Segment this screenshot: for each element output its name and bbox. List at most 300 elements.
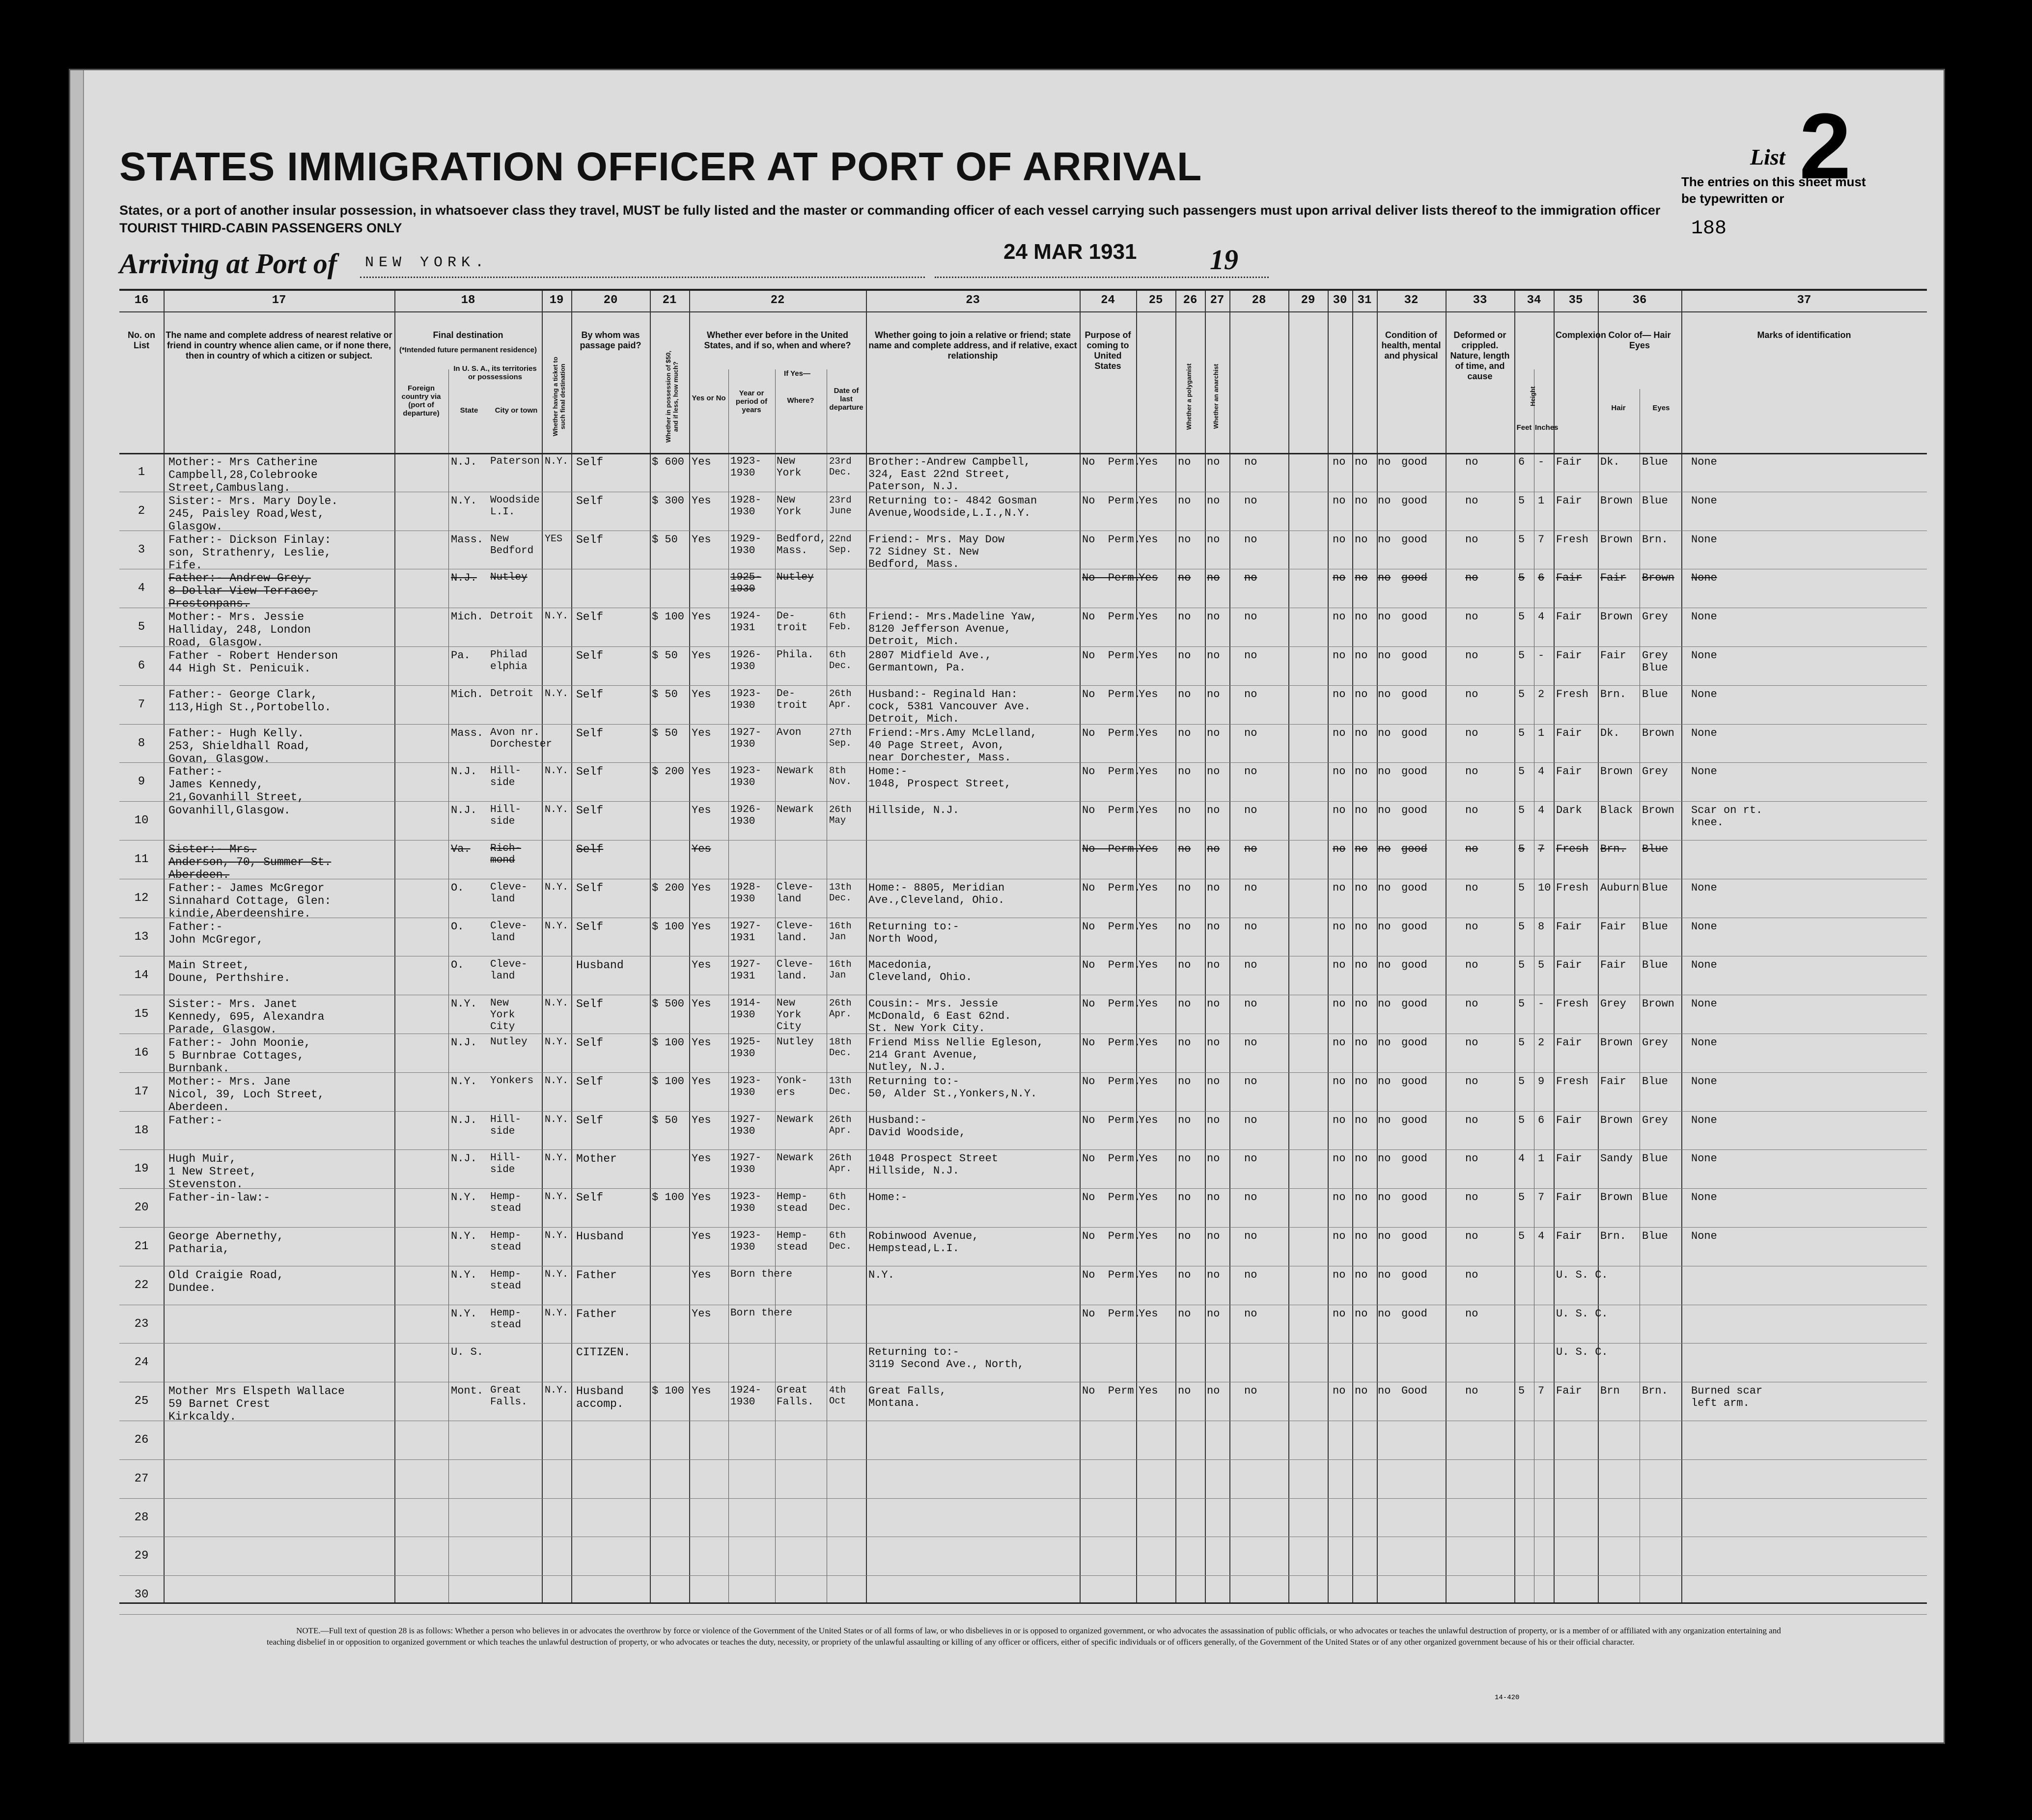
height-feet: 5 <box>1518 998 1525 1010</box>
destination-city: New York City <box>490 998 515 1033</box>
column-heading-36: Color of— Hair Eyes <box>1608 330 1671 350</box>
previously-in-us: Yes <box>692 1036 711 1049</box>
column-30-value: no <box>1355 494 1368 507</box>
anarchist-value: no <box>1207 1152 1220 1165</box>
column-29-value: no <box>1333 920 1346 933</box>
period-of-years: 1927- 1930 <box>730 1114 762 1137</box>
row-number: 1 <box>138 466 145 479</box>
eye-color: Blue <box>1642 688 1668 700</box>
column-divider <box>1205 291 1206 1602</box>
column-divider <box>1288 291 1289 1602</box>
previously-in-us: Yes <box>692 727 711 739</box>
previously-in-us: Yes <box>692 804 711 817</box>
polygamist-value: no <box>1178 1036 1191 1049</box>
subcolumn-divider <box>448 369 449 1602</box>
height-feet: 5 <box>1518 572 1525 585</box>
passage-paid-by: Self <box>576 765 604 779</box>
column-29-value: no <box>1333 533 1346 546</box>
deformed-crippled: no <box>1465 998 1478 1010</box>
health-condition: good <box>1401 727 1427 739</box>
marks-of-identification: None <box>1691 1075 1717 1088</box>
column-31-value: no <box>1378 1036 1391 1049</box>
health-condition: good <box>1401 1230 1427 1242</box>
column-28-value: no <box>1244 533 1257 546</box>
column-number-36: 36 <box>1632 294 1647 307</box>
row-number: 20 <box>134 1201 149 1215</box>
destination-city: Cleve- land <box>490 920 528 944</box>
previous-where: De- troit <box>777 688 808 711</box>
column-25-value: Yes <box>1139 688 1158 700</box>
column-divider <box>689 291 690 1602</box>
deformed-crippled: no <box>1465 843 1478 855</box>
health-condition: good <box>1401 494 1427 507</box>
joining-relative-friend: Returning to:- 4842 Gosman Avenue,Woodside,L.I.,N.Y. <box>868 494 1037 519</box>
date-last-departure: 4th Oct <box>829 1385 846 1407</box>
height-inches: - <box>1538 456 1545 468</box>
relative-address: Mother Mrs Elspeth Wallace 59 Barnet Crest Kirkcaldy. <box>168 1385 345 1424</box>
eye-color: Grey <box>1642 611 1668 623</box>
complexion: Fair <box>1556 572 1582 585</box>
money-in-possession: $ 100 <box>652 1075 685 1088</box>
joining-relative-friend: Returning to:- 3119 Second Ave., North, <box>868 1346 1024 1371</box>
money-in-possession: $ 50 <box>652 1114 678 1126</box>
subhead-in-usa: In U. S. A., its territories or possessions <box>453 364 537 381</box>
column-divider <box>1377 291 1378 1602</box>
entries-note <box>1681 173 1927 207</box>
date-last-departure: 16th Jan <box>829 920 852 942</box>
health-condition: good <box>1401 765 1427 778</box>
column-divider <box>1514 291 1515 1602</box>
column-28-value: no <box>1244 611 1257 623</box>
ticket-to-destination: N.Y. <box>545 1307 569 1319</box>
row-number: 3 <box>138 543 145 557</box>
complexion: Fair <box>1556 611 1582 623</box>
complexion: Fair <box>1556 1230 1582 1242</box>
row-number: 15 <box>134 1008 149 1021</box>
health-condition: good <box>1401 649 1427 662</box>
period-of-years: 1927- 1930 <box>730 1152 762 1176</box>
polygamist-value: no <box>1178 998 1191 1010</box>
purpose-of-coming: No Perm. <box>1082 920 1141 933</box>
column-25-value: Yes <box>1139 572 1158 585</box>
period-of-years: 1923- 1930 <box>730 765 762 789</box>
destination-state: U. S. <box>451 1346 484 1359</box>
column-28-value: no <box>1244 649 1257 662</box>
column-29-value: no <box>1333 1114 1346 1126</box>
column-28-value: no <box>1244 727 1257 739</box>
height-inches: 6 <box>1538 1114 1545 1126</box>
column-31-value: no <box>1378 1152 1391 1165</box>
column-number-26: 26 <box>1183 294 1197 307</box>
marks-of-identification: Burned scar left arm. <box>1691 1385 1763 1410</box>
previous-where: Nutley <box>777 572 814 584</box>
column-31-value: no <box>1378 959 1391 972</box>
deformed-crippled: no <box>1465 1307 1478 1320</box>
column-30-value: no <box>1355 881 1368 894</box>
money-in-possession: $ 100 <box>652 1385 685 1398</box>
row-number: 7 <box>138 698 145 711</box>
column-29-value: no <box>1333 611 1346 623</box>
deformed-crippled: no <box>1465 572 1478 585</box>
column-28-value: no <box>1244 572 1257 585</box>
money-in-possession: $ 100 <box>652 611 685 623</box>
health-condition: good <box>1401 1152 1427 1165</box>
hair-color: Brown <box>1600 611 1633 623</box>
marks-of-identification: None <box>1691 611 1717 623</box>
row-divider <box>119 1227 1927 1228</box>
column-31-value: no <box>1378 998 1391 1010</box>
previous-where: Newark <box>777 804 814 816</box>
complexion: Fair <box>1556 1152 1582 1165</box>
previous-where: Newark <box>777 1114 814 1125</box>
height-inches: 7 <box>1538 1385 1545 1398</box>
column-heading-19: Whether having a ticket to such final destination <box>552 357 566 436</box>
height-inches: 8 <box>1538 920 1545 933</box>
column-28-value: no <box>1244 1268 1257 1281</box>
subhead-feet: Feet <box>1516 423 1532 432</box>
height-inches: 2 <box>1538 1036 1545 1049</box>
column-number-23: 23 <box>966 294 980 307</box>
joining-relative-friend: Returning to:- 50, Alder St.,Yonkers,N.Y. <box>868 1075 1037 1100</box>
column-29-value: no <box>1333 843 1346 855</box>
polygamist-value: no <box>1178 1385 1191 1398</box>
previously-in-us: Yes <box>692 843 711 855</box>
column-29-value: no <box>1333 727 1346 739</box>
hair-color: Grey <box>1600 998 1626 1010</box>
purpose-of-coming: No Perm. <box>1082 804 1141 817</box>
column-heading-35: Complexion <box>1556 330 1607 340</box>
deformed-crippled: no <box>1465 456 1478 468</box>
column-28-value: no <box>1244 1191 1257 1204</box>
purpose-of-coming: No Perm. <box>1082 1036 1141 1049</box>
destination-state: Mass. <box>451 727 484 739</box>
eye-color: Grey Blue <box>1642 649 1668 674</box>
column-28-value: no <box>1244 804 1257 817</box>
height-feet: 5 <box>1518 1114 1525 1126</box>
complexion: Fresh <box>1556 843 1589 855</box>
column-heading-23: Whether going to join a relative or friend; state name and complete address, and if relative, exact relationship <box>868 330 1077 361</box>
row-number: 14 <box>134 969 149 982</box>
passage-paid-by: Self <box>576 727 604 740</box>
passage-paid-by: Father <box>576 1307 617 1320</box>
period-of-years: 1927- 1931 <box>730 959 762 982</box>
column-28-value: no <box>1244 1114 1257 1126</box>
destination-state: N.J. <box>451 804 477 817</box>
previous-where: New York City <box>777 998 802 1033</box>
eye-color: Blue <box>1642 1230 1668 1242</box>
column-30-value: no <box>1355 456 1368 468</box>
column-divider <box>1352 291 1353 1602</box>
eye-color: Blue <box>1642 843 1668 855</box>
page-title: STATES IMMIGRATION OFFICER AT PORT OF ARRIVAL <box>119 144 1202 189</box>
destination-state: N.J. <box>451 1114 477 1126</box>
destination-state: N.Y. <box>451 1307 477 1320</box>
column-number-35: 35 <box>1568 294 1583 307</box>
destination-city: Avon nr. Dorchester <box>490 727 553 750</box>
ticket-to-destination: N.Y. <box>545 1385 569 1397</box>
marks-of-identification: None <box>1691 998 1717 1010</box>
relative-address: Govanhill,Glasgow. <box>168 804 291 817</box>
relative-address: Hugh Muir, 1 New Street, Stevenston. <box>168 1152 257 1191</box>
column-30-value: no <box>1355 1230 1368 1242</box>
anarchist-value: no <box>1207 572 1220 585</box>
eye-color: Grey <box>1642 1114 1668 1126</box>
previously-in-us: Yes <box>692 998 711 1010</box>
column-heading-34: Height <box>1529 386 1536 407</box>
purpose-of-coming: No Perm. <box>1082 688 1141 700</box>
purpose-of-coming: No Perm. <box>1082 533 1141 546</box>
height-inches: - <box>1538 649 1545 662</box>
previous-where: Phila. <box>777 649 814 661</box>
marks-of-identification: None <box>1691 688 1717 700</box>
hair-color: Brown <box>1600 1114 1633 1126</box>
column-number-31: 31 <box>1357 294 1372 307</box>
hair-color: Brown <box>1600 1191 1633 1204</box>
money-in-possession: $ 500 <box>652 998 685 1010</box>
destination-state: N.Y. <box>451 1230 477 1242</box>
complexion: Fair <box>1556 649 1582 662</box>
column-29-value: no <box>1333 688 1346 700</box>
column-28-value: no <box>1244 1152 1257 1165</box>
height-feet: 5 <box>1518 494 1525 507</box>
column-25-value: Yes <box>1139 1268 1158 1281</box>
passage-paid-by: Self <box>576 533 604 546</box>
column-number-19: 19 <box>549 294 564 307</box>
column-divider <box>1446 291 1447 1602</box>
deformed-crippled: no <box>1465 1230 1478 1242</box>
marks-of-identification: None <box>1691 1230 1717 1242</box>
port-label: Arriving at Port of <box>119 248 337 280</box>
row-number: 4 <box>138 582 145 595</box>
deformed-crippled: no <box>1465 1114 1478 1126</box>
column-31-value: no <box>1378 765 1391 778</box>
column-30-value: no <box>1355 1191 1368 1204</box>
hair-color: Brown <box>1600 1036 1633 1049</box>
health-condition: good <box>1401 1191 1427 1204</box>
instruction-line: States, or a port of another insular possession, in whatsoever class they travel, MUST be fully listed and the master or commanding officer of each vessel carrying such passengers must upon arrival deliver lists thereof to the immigration officer <box>119 203 1661 218</box>
joining-relative-friend: Cousin:- Mrs. Jessie McDonald, 6 East 62nd. St. New York City. <box>868 998 1011 1035</box>
header-separator <box>119 453 1927 454</box>
height-feet: 5 <box>1518 1230 1525 1242</box>
row-number: 18 <box>134 1123 149 1137</box>
complexion: U. S. C. <box>1556 1268 1608 1281</box>
column-29-value: no <box>1333 456 1346 468</box>
hair-color: Dk. <box>1600 456 1620 468</box>
relative-address: Father:- George Clark, 113,High St.,Portobello. <box>168 688 332 714</box>
column-28-value: no <box>1244 688 1257 700</box>
relative-address: Sister:- Mrs. Mary Doyle. 245, Paisley Road,West, Glasgow. <box>168 494 338 533</box>
purpose-of-coming: No Perm. <box>1082 611 1141 623</box>
destination-state: O. <box>451 920 464 933</box>
anarchist-value: no <box>1207 998 1220 1010</box>
anarchist-value: no <box>1207 1385 1220 1398</box>
height-inches: 1 <box>1538 494 1545 507</box>
date-last-departure: 26th Apr. <box>829 998 852 1020</box>
ticket-to-destination: N.Y. <box>545 1152 569 1164</box>
previous-where: De- troit <box>777 611 808 634</box>
column-30-value: no <box>1355 688 1368 700</box>
column-29-value: no <box>1333 649 1346 662</box>
period-of-years: 1923- 1930 <box>730 688 762 711</box>
complexion: Fresh <box>1556 881 1589 894</box>
column-divider <box>164 291 165 1602</box>
relative-address: Sister:- Mrs. Janet Kennedy, 695, Alexandra Parade, Glasgow. <box>168 998 325 1036</box>
polygamist-value: no <box>1178 688 1191 700</box>
subhead-where: Where? <box>787 396 814 405</box>
column-30-value: no <box>1355 804 1368 817</box>
date-last-departure: 26th Apr. <box>829 1114 852 1136</box>
row-number: 2 <box>138 504 145 518</box>
relative-address: Sister:- Mrs. Anderson, 70, Summer St. Aberdeen. <box>168 843 332 881</box>
row-divider <box>119 685 1927 686</box>
column-25-value: Yes <box>1139 649 1158 662</box>
complexion: U. S. C. <box>1556 1346 1608 1359</box>
ticket-to-destination: N.Y. <box>545 998 569 1009</box>
period-of-years: 1914- 1930 <box>730 998 762 1021</box>
deformed-crippled: no <box>1465 533 1478 546</box>
period-of-years: 1924- 1930 <box>730 1385 762 1408</box>
column-29-value: no <box>1333 998 1346 1010</box>
hair-color: Black <box>1600 804 1633 817</box>
marks-of-identification: None <box>1691 533 1717 546</box>
complexion: Fair <box>1556 1191 1582 1204</box>
passage-paid-by: Self <box>576 688 604 701</box>
manifest-table <box>119 289 1927 1604</box>
health-condition: good <box>1401 456 1427 468</box>
deformed-crippled: no <box>1465 804 1478 817</box>
destination-city: Detroit <box>490 688 534 700</box>
eye-color: Blue <box>1642 494 1668 507</box>
height-inches: 4 <box>1538 1230 1545 1242</box>
joining-relative-friend: Hillside, N.J. <box>868 804 959 817</box>
column-29-value: no <box>1333 1191 1346 1204</box>
form-number: 14-420 <box>1495 1694 1520 1702</box>
polygamist-value: no <box>1178 727 1191 739</box>
polygamist-value: no <box>1178 649 1191 662</box>
column-30-value: no <box>1355 1075 1368 1088</box>
column-divider <box>1328 291 1329 1602</box>
column-29-value: no <box>1333 1268 1346 1281</box>
joining-relative-friend: Macedonia, Cleveland, Ohio. <box>868 959 973 984</box>
destination-city: New Bedford <box>490 533 534 557</box>
previous-where: New York <box>777 494 802 518</box>
column-number-37: 37 <box>1797 294 1811 307</box>
column-heading-37: Marks of identification <box>1757 330 1851 340</box>
height-feet: 5 <box>1518 1191 1525 1204</box>
complexion: Fresh <box>1556 1075 1589 1088</box>
previously-in-us: Yes <box>692 649 711 662</box>
deformed-crippled: no <box>1465 611 1478 623</box>
hair-color: Dk. <box>1600 727 1620 739</box>
column-heading-18: Final destination <box>433 330 503 340</box>
ticket-to-destination: N.Y. <box>545 881 569 893</box>
column-divider <box>1080 291 1081 1602</box>
relative-address: George Abernethy, Patharia, <box>168 1230 284 1256</box>
column-number-30: 30 <box>1333 294 1347 307</box>
money-in-possession: $ 300 <box>652 494 685 507</box>
money-in-possession: $ 100 <box>652 920 685 933</box>
column-29-value: no <box>1333 1152 1346 1165</box>
previous-where: Newark <box>777 1152 814 1164</box>
eye-color: Brn. <box>1642 1385 1668 1398</box>
passage-paid-by: Husband <box>576 1230 624 1243</box>
date-last-departure: 18th Dec. <box>829 1036 852 1058</box>
column-number-17: 17 <box>272 294 286 307</box>
column-number-22: 22 <box>770 294 785 307</box>
anarchist-value: no <box>1207 494 1220 507</box>
deformed-crippled: no <box>1465 649 1478 662</box>
row-number: 28 <box>134 1511 149 1524</box>
destination-city: Hemp- stead <box>490 1230 522 1253</box>
column-29-value: no <box>1333 572 1346 585</box>
relative-address: Father-in-law:- <box>168 1191 271 1204</box>
row-number: 10 <box>134 814 149 828</box>
complexion: Fair <box>1556 765 1582 778</box>
eye-color: Blue <box>1642 920 1668 933</box>
previously-in-us: Yes <box>692 494 711 507</box>
column-31-value: no <box>1378 1268 1391 1281</box>
column-30-value: no <box>1355 533 1368 546</box>
hair-color: Fair <box>1600 1075 1626 1088</box>
purpose-of-coming: No Perm. <box>1082 1114 1141 1126</box>
column-heading-20: By whom was passage paid? <box>580 330 641 350</box>
column-25-value: Yes <box>1139 959 1158 972</box>
joining-relative-friend: N.Y. <box>868 1268 894 1281</box>
row-number: 21 <box>134 1240 149 1253</box>
row-number: 25 <box>134 1395 149 1408</box>
hair-color: Brn. <box>1600 843 1626 855</box>
period-of-years: 1926- 1930 <box>730 804 762 828</box>
anarchist-value: no <box>1207 1268 1220 1281</box>
column-heading-33: Deformed or crippled. Nature, length of time, and cause <box>1450 330 1510 381</box>
column-28-value: no <box>1244 881 1257 894</box>
destination-city: Hill- side <box>490 1152 522 1176</box>
passage-paid-by: Mother <box>576 1152 617 1166</box>
row-number: 27 <box>134 1472 149 1485</box>
relative-address: Father:- <box>168 1114 223 1127</box>
complexion: Fair <box>1556 456 1582 468</box>
passage-paid-by: Father <box>576 1268 617 1282</box>
purpose-of-coming: No Perm. <box>1082 881 1141 894</box>
health-condition: good <box>1401 688 1427 700</box>
marks-of-identification: None <box>1691 649 1717 662</box>
anarchist-value: no <box>1207 959 1220 972</box>
deformed-crippled: no <box>1465 959 1478 972</box>
column-heading-21: Whether in possession of $50, and if less, how much? <box>665 350 679 443</box>
complexion: Fair <box>1556 920 1582 933</box>
anarchist-value: no <box>1207 727 1220 739</box>
destination-city: Nutley <box>490 572 528 584</box>
eye-color: Grey <box>1642 1036 1668 1049</box>
column-31-value: no <box>1378 881 1391 894</box>
row-number: 5 <box>138 620 145 634</box>
column-31-value: no <box>1378 1114 1391 1126</box>
column-heading-27: Whether an anarchist <box>1212 364 1220 429</box>
purpose-of-coming: No Perm. <box>1082 456 1141 468</box>
marks-of-identification: None <box>1691 920 1717 933</box>
subhead-state: State <box>460 406 478 415</box>
passage-paid-by: Husband <box>576 959 624 972</box>
deformed-crippled: no <box>1465 1075 1478 1088</box>
passage-paid-by: Husband accomp. <box>576 1385 624 1411</box>
column-31-value: no <box>1378 920 1391 933</box>
polygamist-value: no <box>1178 1268 1191 1281</box>
destination-city: Cleve- land <box>490 881 528 905</box>
column-30-value: no <box>1355 727 1368 739</box>
column-25-value: Yes <box>1139 1114 1158 1126</box>
column-29-value: no <box>1333 765 1346 778</box>
height-feet: 5 <box>1518 765 1525 778</box>
